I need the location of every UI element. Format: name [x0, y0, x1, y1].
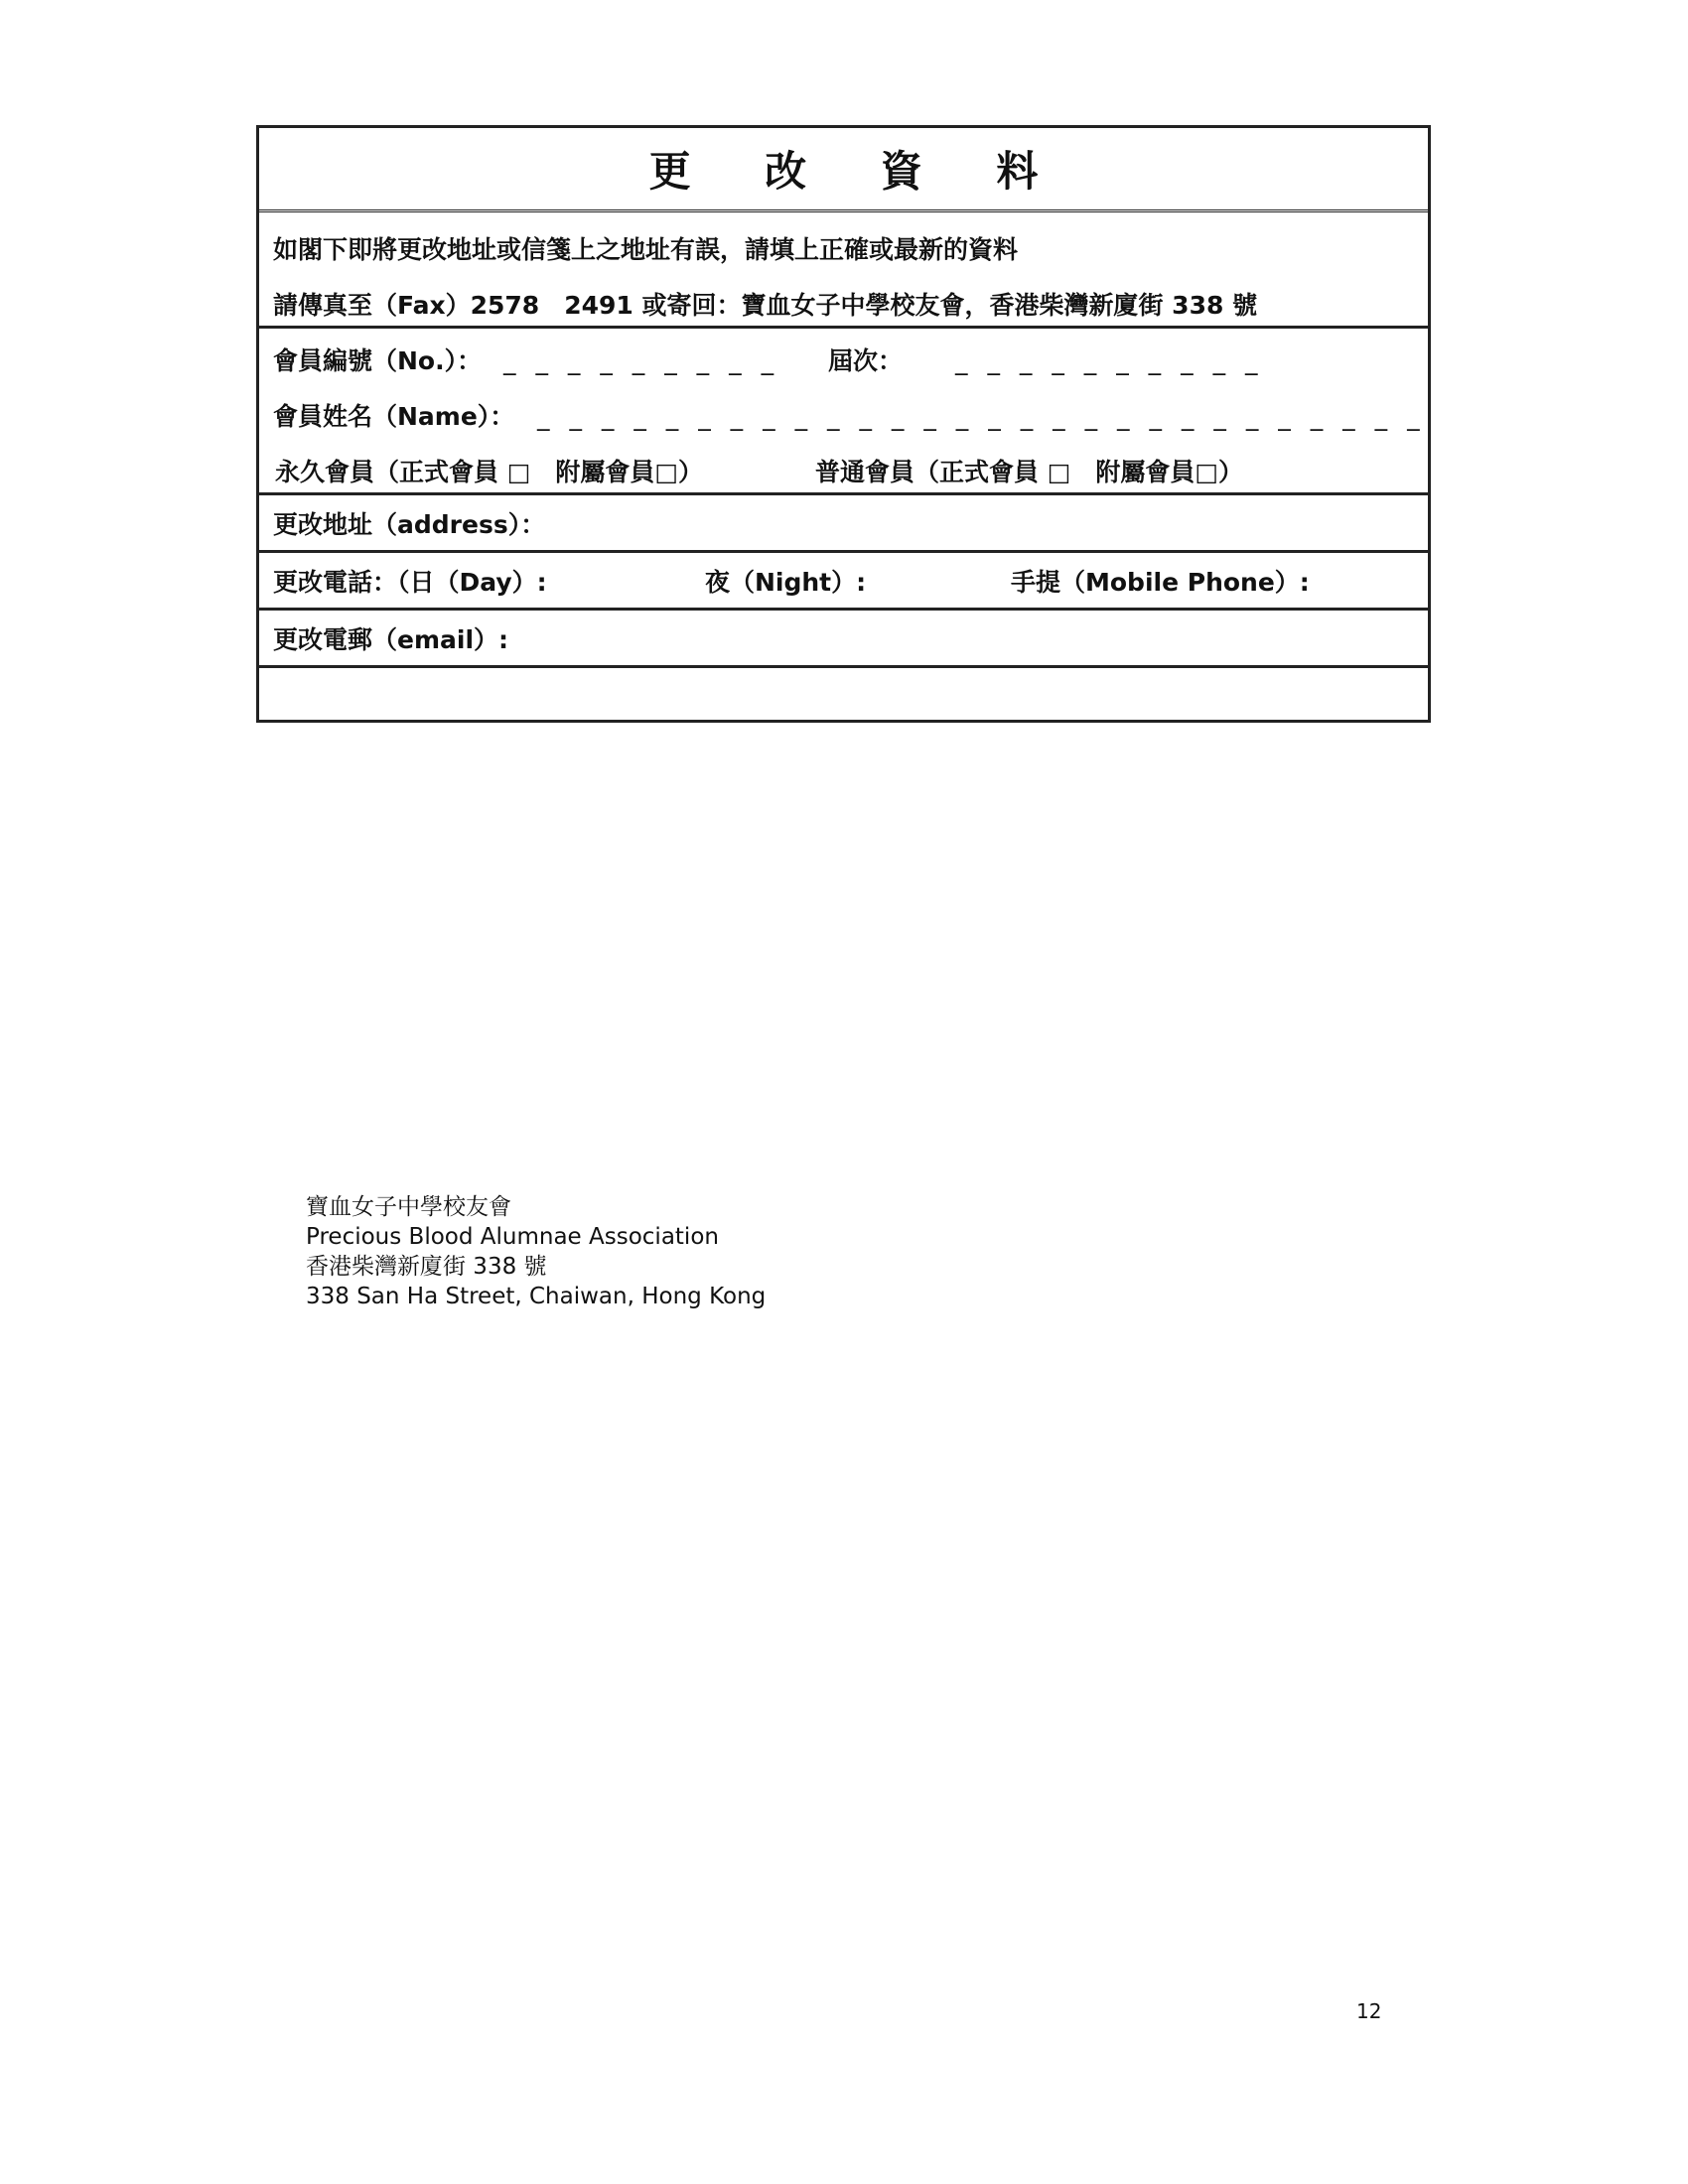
blank-row[interactable] — [259, 668, 1428, 720]
session-field[interactable]: _ _ _ _ _ _ _ _ _ _ — [955, 346, 1264, 375]
session-label: 屆次： — [828, 346, 904, 375]
email-section — [259, 611, 1428, 668]
phone-section — [259, 553, 1428, 611]
member-number-label: 會員編號（No.）： — [273, 346, 483, 375]
return-address-english-street: 338 San Ha Street, Chaiwan, Hong Kong — [306, 1284, 767, 1309]
ordinary-member-option[interactable]: 普通會員（正式會員 □ 附屬會員□） — [815, 458, 1243, 486]
day-phone-label: 更改電話：（日（Day）: — [273, 568, 547, 597]
form-title: 更 改 資 料 — [648, 147, 1068, 196]
page-number: 12 — [1356, 1999, 1382, 2023]
mobile-phone-label: 手提（Mobile Phone）: — [1011, 568, 1310, 597]
notice-line-1: 如閣下即將更改地址或信箋上之地址有誤，請填上正確或最新的資料 — [273, 235, 1019, 264]
address-label: 更改地址（address）： — [273, 510, 546, 539]
notice-line-2: 請傳真至（Fax）2578 2491 或寄回：寶血女子中學校友會，香港柴灣新廈街 338 號 — [273, 291, 1258, 320]
member-name-field[interactable]: _ _ _ _ _ _ _ _ _ _ _ _ _ _ _ _ _ _ _ _ _ _ _ _ _ _ _ _ — [537, 402, 1426, 431]
return-address — [306, 1192, 766, 1311]
member-section — [259, 329, 1428, 495]
night-phone-label: 夜（Night）: — [705, 568, 867, 597]
email-label: 更改電郵（email）: — [273, 625, 509, 654]
notice-section — [259, 215, 1428, 329]
permanent-member-option[interactable]: 永久會員（正式會員 □ 附屬會員□） — [275, 458, 703, 486]
form-title-row — [259, 128, 1428, 212]
member-name-label: 會員姓名（Name）： — [273, 402, 515, 431]
member-number-field[interactable]: _ _ _ _ _ _ _ _ _ — [503, 346, 780, 375]
change-of-details-form — [256, 125, 1431, 723]
address-section — [259, 495, 1428, 553]
return-address-chinese-name: 寶血女子中學校友會 — [306, 1194, 511, 1220]
return-address-english-name: Precious Blood Alumnae Association — [306, 1224, 719, 1250]
return-address-chinese-street: 香港柴灣新廈街 338 號 — [306, 1254, 547, 1280]
